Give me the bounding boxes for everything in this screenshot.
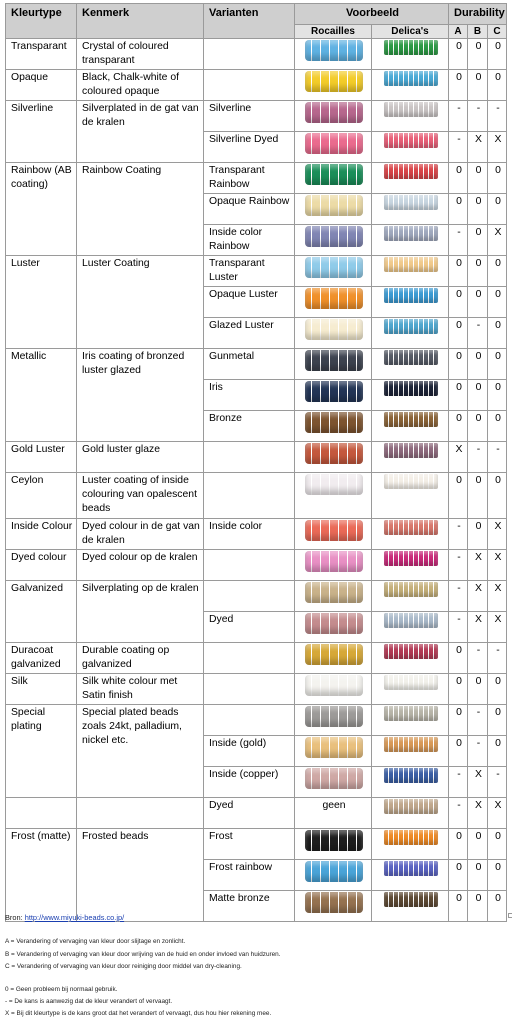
delica-bead-sample-image — [384, 381, 438, 396]
delica-bead-sample-image — [384, 551, 438, 566]
cell-delicas — [372, 767, 449, 798]
cell-kenmerk: Luster Coating — [77, 256, 204, 349]
source-label: Bron: — [5, 913, 25, 922]
no-sample-text: geen — [322, 800, 346, 811]
table-row — [6, 473, 507, 519]
cell-variant: Silverline — [204, 101, 295, 132]
cell-durability-b: - — [468, 643, 488, 674]
cell-durability-a: 0 — [449, 380, 468, 411]
table-row — [6, 550, 507, 581]
rocailles-bead-sample-image — [305, 892, 363, 913]
cell-durability-c: - — [488, 643, 507, 674]
delica-bead-sample-image — [384, 257, 438, 272]
cell-variant: Transparant Rainbow — [204, 163, 295, 194]
table-row — [6, 798, 507, 829]
cell-rocailles — [295, 132, 372, 163]
cell-durability-c: 0 — [488, 380, 507, 411]
delica-bead-sample-image — [384, 195, 438, 210]
header-durability: Durability — [449, 4, 507, 25]
cell-durability-b: 0 — [468, 194, 488, 225]
cell-durability-a: 0 — [449, 674, 468, 705]
table-row — [6, 829, 507, 860]
cell-delicas — [372, 318, 449, 349]
cell-delicas — [372, 380, 449, 411]
cell-durability-b: 0 — [468, 163, 488, 194]
header-varianten: Varianten — [204, 4, 295, 39]
cell-durability-a: 0 — [449, 287, 468, 318]
cell-delicas — [372, 349, 449, 380]
delica-bead-sample-image — [384, 133, 438, 148]
cell-kenmerk — [77, 798, 204, 829]
rocailles-bead-sample-image — [305, 706, 363, 727]
rocailles-bead-sample-image — [305, 861, 363, 882]
rocailles-bead-sample-image — [305, 226, 363, 247]
cell-durability-a: - — [449, 550, 468, 581]
cell-delicas — [372, 860, 449, 891]
legend-b: B = Verandering of vervaging van kleur door wrijving van de huid en onder invloed van huidzuren. — [5, 951, 281, 958]
cell-durability-c: 0 — [488, 473, 507, 519]
cell-rocailles — [295, 550, 372, 581]
table-row — [6, 39, 507, 70]
cell-durability-b: 0 — [468, 674, 488, 705]
cell-durability-c: 0 — [488, 287, 507, 318]
cell-durability-c: 0 — [488, 891, 507, 922]
cell-variant: Inside color Rainbow — [204, 225, 295, 256]
legend-zero: 0 = Geen probleem bij normaal gebruik. — [5, 986, 118, 993]
delica-bead-sample-image — [384, 582, 438, 597]
header-kleurtype: Kleurtype — [6, 4, 77, 39]
cell-kleurtype: Galvanized — [6, 581, 77, 643]
header-c: C — [488, 25, 507, 39]
cell-durability-c: 0 — [488, 860, 507, 891]
cell-delicas — [372, 70, 449, 101]
cell-kleurtype: Frost (matte) — [6, 829, 77, 922]
cell-variant — [204, 70, 295, 101]
cell-kleurtype: Duracoat galvanized — [6, 643, 77, 674]
cell-durability-c: 0 — [488, 256, 507, 287]
rocailles-bead-sample-image — [305, 737, 363, 758]
cell-kleurtype: Gold Luster — [6, 442, 77, 473]
cell-durability-b: X — [468, 612, 488, 643]
cell-durability-a: - — [449, 132, 468, 163]
cell-rocailles — [295, 473, 372, 519]
cell-durability-c: X — [488, 132, 507, 163]
cell-rocailles — [295, 829, 372, 860]
header-b: B — [468, 25, 488, 39]
table-row — [6, 519, 507, 550]
rocailles-bead-sample-image — [305, 102, 363, 123]
cell-delicas — [372, 612, 449, 643]
delica-bead-sample-image — [384, 350, 438, 365]
cell-durability-c: - — [488, 767, 507, 798]
cell-delicas — [372, 798, 449, 829]
delica-bead-sample-image — [384, 226, 438, 241]
cell-kenmerk: Frosted beads — [77, 829, 204, 922]
cell-durability-c: X — [488, 612, 507, 643]
cell-delicas — [372, 643, 449, 674]
cell-rocailles — [295, 39, 372, 70]
cell-durability-c: - — [488, 101, 507, 132]
cell-rocailles — [295, 767, 372, 798]
delica-bead-sample-image — [384, 830, 438, 845]
cell-delicas — [372, 581, 449, 612]
cell-durability-a: 0 — [449, 194, 468, 225]
cell-durability-b: 0 — [468, 411, 488, 442]
rocailles-bead-sample-image — [305, 474, 363, 495]
cell-variant: Inside (copper) — [204, 767, 295, 798]
cell-kleurtype: Metallic — [6, 349, 77, 442]
cell-durability-b: 0 — [468, 287, 488, 318]
cell-delicas — [372, 411, 449, 442]
cell-durability-a: 0 — [449, 860, 468, 891]
cell-variant: Transparant Luster — [204, 256, 295, 287]
rocailles-bead-sample-image — [305, 195, 363, 216]
rocailles-bead-sample-image — [305, 350, 363, 371]
table-row — [6, 70, 507, 101]
cell-variant — [204, 581, 295, 612]
cell-rocailles — [295, 705, 372, 736]
table-row — [6, 349, 507, 380]
cell-durability-c: - — [488, 442, 507, 473]
cell-durability-a: - — [449, 225, 468, 256]
cell-variant — [204, 550, 295, 581]
rocailles-bead-sample-image — [305, 582, 363, 603]
rocailles-bead-sample-image — [305, 675, 363, 696]
cell-durability-b: X — [468, 132, 488, 163]
cell-delicas — [372, 736, 449, 767]
cell-durability-c: X — [488, 519, 507, 550]
source-link[interactable]: http://www.miyuki-beads.co.jp/ — [24, 913, 125, 922]
table-corner-marker — [508, 913, 512, 918]
rocailles-bead-sample-image — [305, 40, 363, 61]
delica-bead-sample-image — [384, 40, 438, 55]
header-kenmerk: Kenmerk — [77, 4, 204, 39]
cell-variant: Matte bronze — [204, 891, 295, 922]
cell-durability-c: 0 — [488, 349, 507, 380]
delica-bead-sample-image — [384, 861, 438, 876]
header-a: A — [449, 25, 468, 39]
table-row — [6, 581, 507, 612]
cell-kenmerk: Crystal of coloured transparant — [77, 39, 204, 70]
cell-durability-c: 0 — [488, 163, 507, 194]
legend-x: X = Bij dit kleurtype is de kans groot dat het verandert of vervaagt, dus hou hier rekening mee. — [5, 1010, 272, 1017]
table-row — [6, 674, 507, 705]
cell-durability-c: X — [488, 581, 507, 612]
cell-durability-b: 0 — [468, 70, 488, 101]
cell-durability-c: 0 — [488, 318, 507, 349]
cell-durability-a: 0 — [449, 349, 468, 380]
cell-durability-a: 0 — [449, 70, 468, 101]
cell-rocailles — [295, 194, 372, 225]
cell-variant — [204, 705, 295, 736]
delica-bead-sample-image — [384, 768, 438, 783]
cell-kenmerk: Luster coating of inside colouring van opalescent beads — [77, 473, 204, 519]
cell-durability-b: - — [468, 101, 488, 132]
cell-delicas — [372, 891, 449, 922]
cell-rocailles — [295, 163, 372, 194]
table-row — [6, 442, 507, 473]
cell-kenmerk: Special plated beads zoals 24kt, palladium, nickel etc. — [77, 705, 204, 798]
delica-bead-sample-image — [384, 892, 438, 907]
delica-bead-sample-image — [384, 288, 438, 303]
cell-rocailles — [295, 442, 372, 473]
cell-durability-a: 0 — [449, 705, 468, 736]
cell-durability-a: - — [449, 612, 468, 643]
cell-delicas — [372, 829, 449, 860]
cell-variant: Frost rainbow — [204, 860, 295, 891]
rocailles-bead-sample-image — [305, 768, 363, 789]
cell-durability-a: 0 — [449, 473, 468, 519]
cell-rocailles — [295, 349, 372, 380]
cell-rocailles — [295, 380, 372, 411]
cell-durability-b: 0 — [468, 256, 488, 287]
cell-delicas — [372, 163, 449, 194]
cell-kleurtype: Rainbow (AB coating) — [6, 163, 77, 256]
cell-variant — [204, 442, 295, 473]
delica-bead-sample-image — [384, 520, 438, 535]
cell-kleurtype: Luster — [6, 256, 77, 349]
cell-kenmerk: Dyed colour op de kralen — [77, 550, 204, 581]
table-row — [6, 643, 507, 674]
cell-durability-b: 0 — [468, 519, 488, 550]
table-row — [6, 256, 507, 287]
cell-delicas — [372, 194, 449, 225]
cell-delicas — [372, 519, 449, 550]
cell-rocailles — [295, 225, 372, 256]
cell-rocailles — [295, 411, 372, 442]
cell-durability-b: - — [468, 318, 488, 349]
cell-durability-b: 0 — [468, 829, 488, 860]
legend-c: C = Verandering of vervaging van kleur door reiniging door middel van dry-cleaning. — [5, 963, 242, 970]
rocailles-bead-sample-image — [305, 613, 363, 634]
cell-durability-c: X — [488, 550, 507, 581]
delica-bead-sample-image — [384, 319, 438, 334]
delica-bead-sample-image — [384, 799, 438, 814]
cell-variant: Frost — [204, 829, 295, 860]
cell-kenmerk: Durable coating op galvanized — [77, 643, 204, 674]
cell-rocailles — [295, 318, 372, 349]
cell-durability-c: X — [488, 798, 507, 829]
delica-bead-sample-image — [384, 474, 438, 489]
cell-durability-b: 0 — [468, 225, 488, 256]
cell-durability-c: 0 — [488, 829, 507, 860]
cell-durability-b: 0 — [468, 891, 488, 922]
cell-durability-b: X — [468, 767, 488, 798]
header-delicas: Delica's — [372, 25, 449, 39]
rocailles-bead-sample-image — [305, 830, 363, 851]
cell-variant: Opaque Luster — [204, 287, 295, 318]
cell-durability-a: - — [449, 581, 468, 612]
rocailles-bead-sample-image — [305, 551, 363, 572]
cell-rocailles — [295, 860, 372, 891]
cell-durability-a: 0 — [449, 411, 468, 442]
cell-delicas — [372, 132, 449, 163]
cell-variant: Dyed — [204, 798, 295, 829]
cell-durability-c: 0 — [488, 674, 507, 705]
delica-bead-sample-image — [384, 613, 438, 628]
delica-bead-sample-image — [384, 706, 438, 721]
rocailles-bead-sample-image — [305, 133, 363, 154]
cell-delicas — [372, 256, 449, 287]
delica-bead-sample-image — [384, 675, 438, 690]
cell-rocailles — [295, 798, 372, 829]
delica-bead-sample-image — [384, 102, 438, 117]
cell-durability-a: 0 — [449, 163, 468, 194]
cell-durability-b: X — [468, 550, 488, 581]
cell-durability-a: 0 — [449, 318, 468, 349]
table-body — [6, 39, 507, 922]
cell-durability-a: - — [449, 767, 468, 798]
cell-durability-b: - — [468, 705, 488, 736]
cell-delicas — [372, 442, 449, 473]
durability-table — [5, 3, 507, 922]
cell-rocailles — [295, 643, 372, 674]
cell-kenmerk: Silverplated in de gat van de kralen — [77, 101, 204, 163]
rocailles-bead-sample-image — [305, 257, 363, 278]
cell-rocailles — [295, 891, 372, 922]
cell-delicas — [372, 550, 449, 581]
cell-durability-c: 0 — [488, 411, 507, 442]
header-voorbeeld: Voorbeeld — [295, 4, 449, 25]
cell-durability-b: - — [468, 442, 488, 473]
cell-rocailles — [295, 581, 372, 612]
cell-kleurtype: Ceylon — [6, 473, 77, 519]
cell-variant: Iris — [204, 380, 295, 411]
cell-durability-c: 0 — [488, 39, 507, 70]
cell-delicas — [372, 225, 449, 256]
cell-rocailles — [295, 287, 372, 318]
cell-kleurtype: Silk — [6, 674, 77, 705]
table-row — [6, 705, 507, 736]
cell-delicas — [372, 473, 449, 519]
legend-dash: - = De kans is aanwezig dat de kleur verandert of vervaagt. — [5, 998, 173, 1005]
table-row — [6, 163, 507, 194]
cell-durability-a: 0 — [449, 829, 468, 860]
cell-variant — [204, 39, 295, 70]
cell-kenmerk: Black, Chalk-white of coloured opaque — [77, 70, 204, 101]
rocailles-bead-sample-image — [305, 644, 363, 665]
cell-rocailles — [295, 519, 372, 550]
cell-variant — [204, 473, 295, 519]
rocailles-bead-sample-image — [305, 288, 363, 309]
delica-bead-sample-image — [384, 164, 438, 179]
source-line — [5, 913, 124, 923]
cell-delicas — [372, 674, 449, 705]
cell-rocailles — [295, 70, 372, 101]
cell-kenmerk: Silverplating op de kralen — [77, 581, 204, 643]
table-row — [6, 101, 507, 132]
cell-variant: Bronze — [204, 411, 295, 442]
delica-bead-sample-image — [384, 412, 438, 427]
rocailles-bead-sample-image — [305, 164, 363, 185]
cell-variant — [204, 643, 295, 674]
cell-variant: Inside color — [204, 519, 295, 550]
cell-durability-a: 0 — [449, 736, 468, 767]
cell-kenmerk: Gold luster glaze — [77, 442, 204, 473]
header-rocailles: Rocailles — [295, 25, 372, 39]
cell-rocailles — [295, 674, 372, 705]
cell-variant: Opaque Rainbow — [204, 194, 295, 225]
cell-rocailles — [295, 256, 372, 287]
rocailles-bead-sample-image — [305, 443, 363, 464]
delica-bead-sample-image — [384, 71, 438, 86]
cell-variant: Dyed — [204, 612, 295, 643]
cell-durability-b: - — [468, 736, 488, 767]
cell-durability-b: 0 — [468, 39, 488, 70]
cell-kenmerk: Iris coating of bronzed luster glazed — [77, 349, 204, 442]
cell-durability-b: 0 — [468, 349, 488, 380]
cell-durability-a: - — [449, 798, 468, 829]
cell-variant — [204, 674, 295, 705]
cell-variant: Silverline Dyed — [204, 132, 295, 163]
cell-kleurtype: Transparant — [6, 39, 77, 70]
cell-durability-a: 0 — [449, 256, 468, 287]
cell-delicas — [372, 101, 449, 132]
cell-durability-a: 0 — [449, 891, 468, 922]
cell-kleurtype: Special plating — [6, 705, 77, 798]
cell-kleurtype — [6, 798, 77, 829]
cell-delicas — [372, 287, 449, 318]
rocailles-bead-sample-image — [305, 520, 363, 541]
cell-durability-b: X — [468, 798, 488, 829]
cell-durability-c: 0 — [488, 194, 507, 225]
cell-rocailles — [295, 736, 372, 767]
cell-durability-a: 0 — [449, 39, 468, 70]
cell-durability-b: 0 — [468, 380, 488, 411]
delica-bead-sample-image — [384, 644, 438, 659]
rocailles-bead-sample-image — [305, 381, 363, 402]
cell-durability-c: 0 — [488, 70, 507, 101]
cell-kenmerk: Rainbow Coating — [77, 163, 204, 256]
cell-durability-a: - — [449, 101, 468, 132]
cell-kenmerk: Silk white colour met Satin finish — [77, 674, 204, 705]
cell-durability-b: 0 — [468, 473, 488, 519]
cell-durability-a: - — [449, 519, 468, 550]
delica-bead-sample-image — [384, 443, 438, 458]
cell-kleurtype: Silverline — [6, 101, 77, 163]
cell-rocailles — [295, 101, 372, 132]
rocailles-bead-sample-image — [305, 319, 363, 340]
cell-variant: Glazed Luster — [204, 318, 295, 349]
cell-variant: Gunmetal — [204, 349, 295, 380]
cell-durability-c: 0 — [488, 705, 507, 736]
legend-a: A = Verandering of vervaging van kleur door slijtage en zonlicht. — [5, 938, 186, 945]
cell-kleurtype: Dyed colour — [6, 550, 77, 581]
cell-delicas — [372, 39, 449, 70]
rocailles-bead-sample-image — [305, 71, 363, 92]
cell-delicas — [372, 705, 449, 736]
rocailles-bead-sample-image — [305, 412, 363, 433]
cell-kenmerk: Dyed colour in de gat van de kralen — [77, 519, 204, 550]
cell-kleurtype: Opaque — [6, 70, 77, 101]
cell-durability-b: 0 — [468, 860, 488, 891]
cell-durability-b: X — [468, 581, 488, 612]
cell-durability-c: 0 — [488, 736, 507, 767]
cell-kleurtype: Inside Colour — [6, 519, 77, 550]
cell-durability-c: X — [488, 225, 507, 256]
cell-durability-a: 0 — [449, 643, 468, 674]
cell-durability-a: X — [449, 442, 468, 473]
cell-variant: Inside (gold) — [204, 736, 295, 767]
delica-bead-sample-image — [384, 737, 438, 752]
cell-rocailles — [295, 612, 372, 643]
